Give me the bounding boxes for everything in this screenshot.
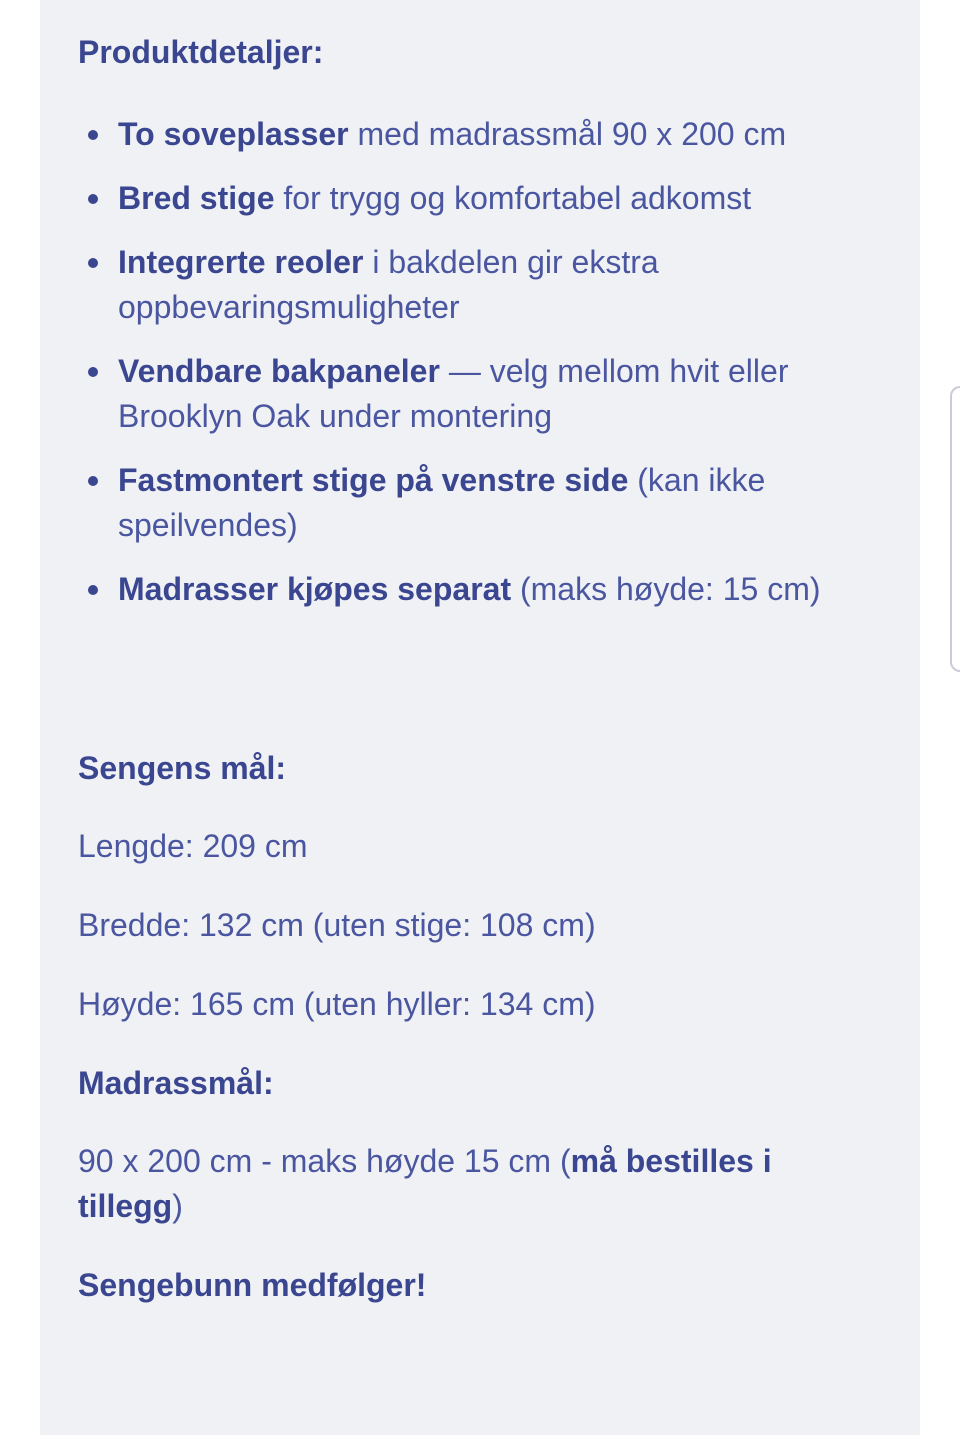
mattress-size-end: ) [172, 1188, 183, 1224]
feature-item [78, 458, 882, 548]
mattress-size-text [78, 1139, 882, 1229]
feature-text: med madrassmål 90 x 200 cm [348, 116, 787, 152]
feature-text: (maks høyde: 15 cm) [511, 571, 821, 607]
mattress-size-heading: Madrassmål: [78, 1065, 274, 1101]
height-text: Høyde: 165 cm (uten hyller: 134 cm) [78, 986, 596, 1022]
feature-bold-text: Fastmontert stige på venstre side [118, 462, 629, 498]
width-text: Bredde: 132 cm (uten stige: 108 cm) [78, 907, 596, 943]
bed-dimensions-heading: Sengens mål: [78, 750, 287, 786]
product-details-heading: Produktdetaljer: [78, 34, 324, 70]
feature-text: i bakdelen gir ekstra oppbevaringsmuligheter [118, 244, 659, 325]
feature-bold-text: Integrerte reoler [118, 244, 364, 280]
feature-bold-text: Madrasser kjøpes separat [118, 571, 512, 607]
feature-item [78, 112, 882, 157]
feature-bold-text: To soveplasser [118, 116, 349, 152]
mattress-order-note: må bestilles i tillegg [78, 1143, 772, 1224]
feature-item [78, 240, 882, 330]
product-description-panel [40, 0, 920, 1435]
feature-text: (kan ikke speilvendes) [118, 462, 766, 543]
feature-text: — velg mellom hvit eller Brooklyn Oak under montering [118, 353, 789, 434]
bed-base-included-note: Sengebunn medfølger! [78, 1267, 427, 1303]
feature-text: for trygg og komfortabel adkomst [274, 180, 752, 216]
feature-item [78, 349, 882, 439]
feature-bold-text: Vendbare bakpaneler [118, 353, 440, 389]
feature-bold-text: Bred stige [118, 180, 275, 216]
mattress-size-plain: 90 x 200 cm - maks høyde 15 cm ( [78, 1143, 571, 1179]
feature-item [78, 176, 882, 221]
scroll-handle[interactable] [950, 386, 960, 672]
feature-list [78, 112, 882, 612]
length-text: Lengde: 209 cm [78, 828, 308, 864]
feature-item [78, 567, 882, 612]
